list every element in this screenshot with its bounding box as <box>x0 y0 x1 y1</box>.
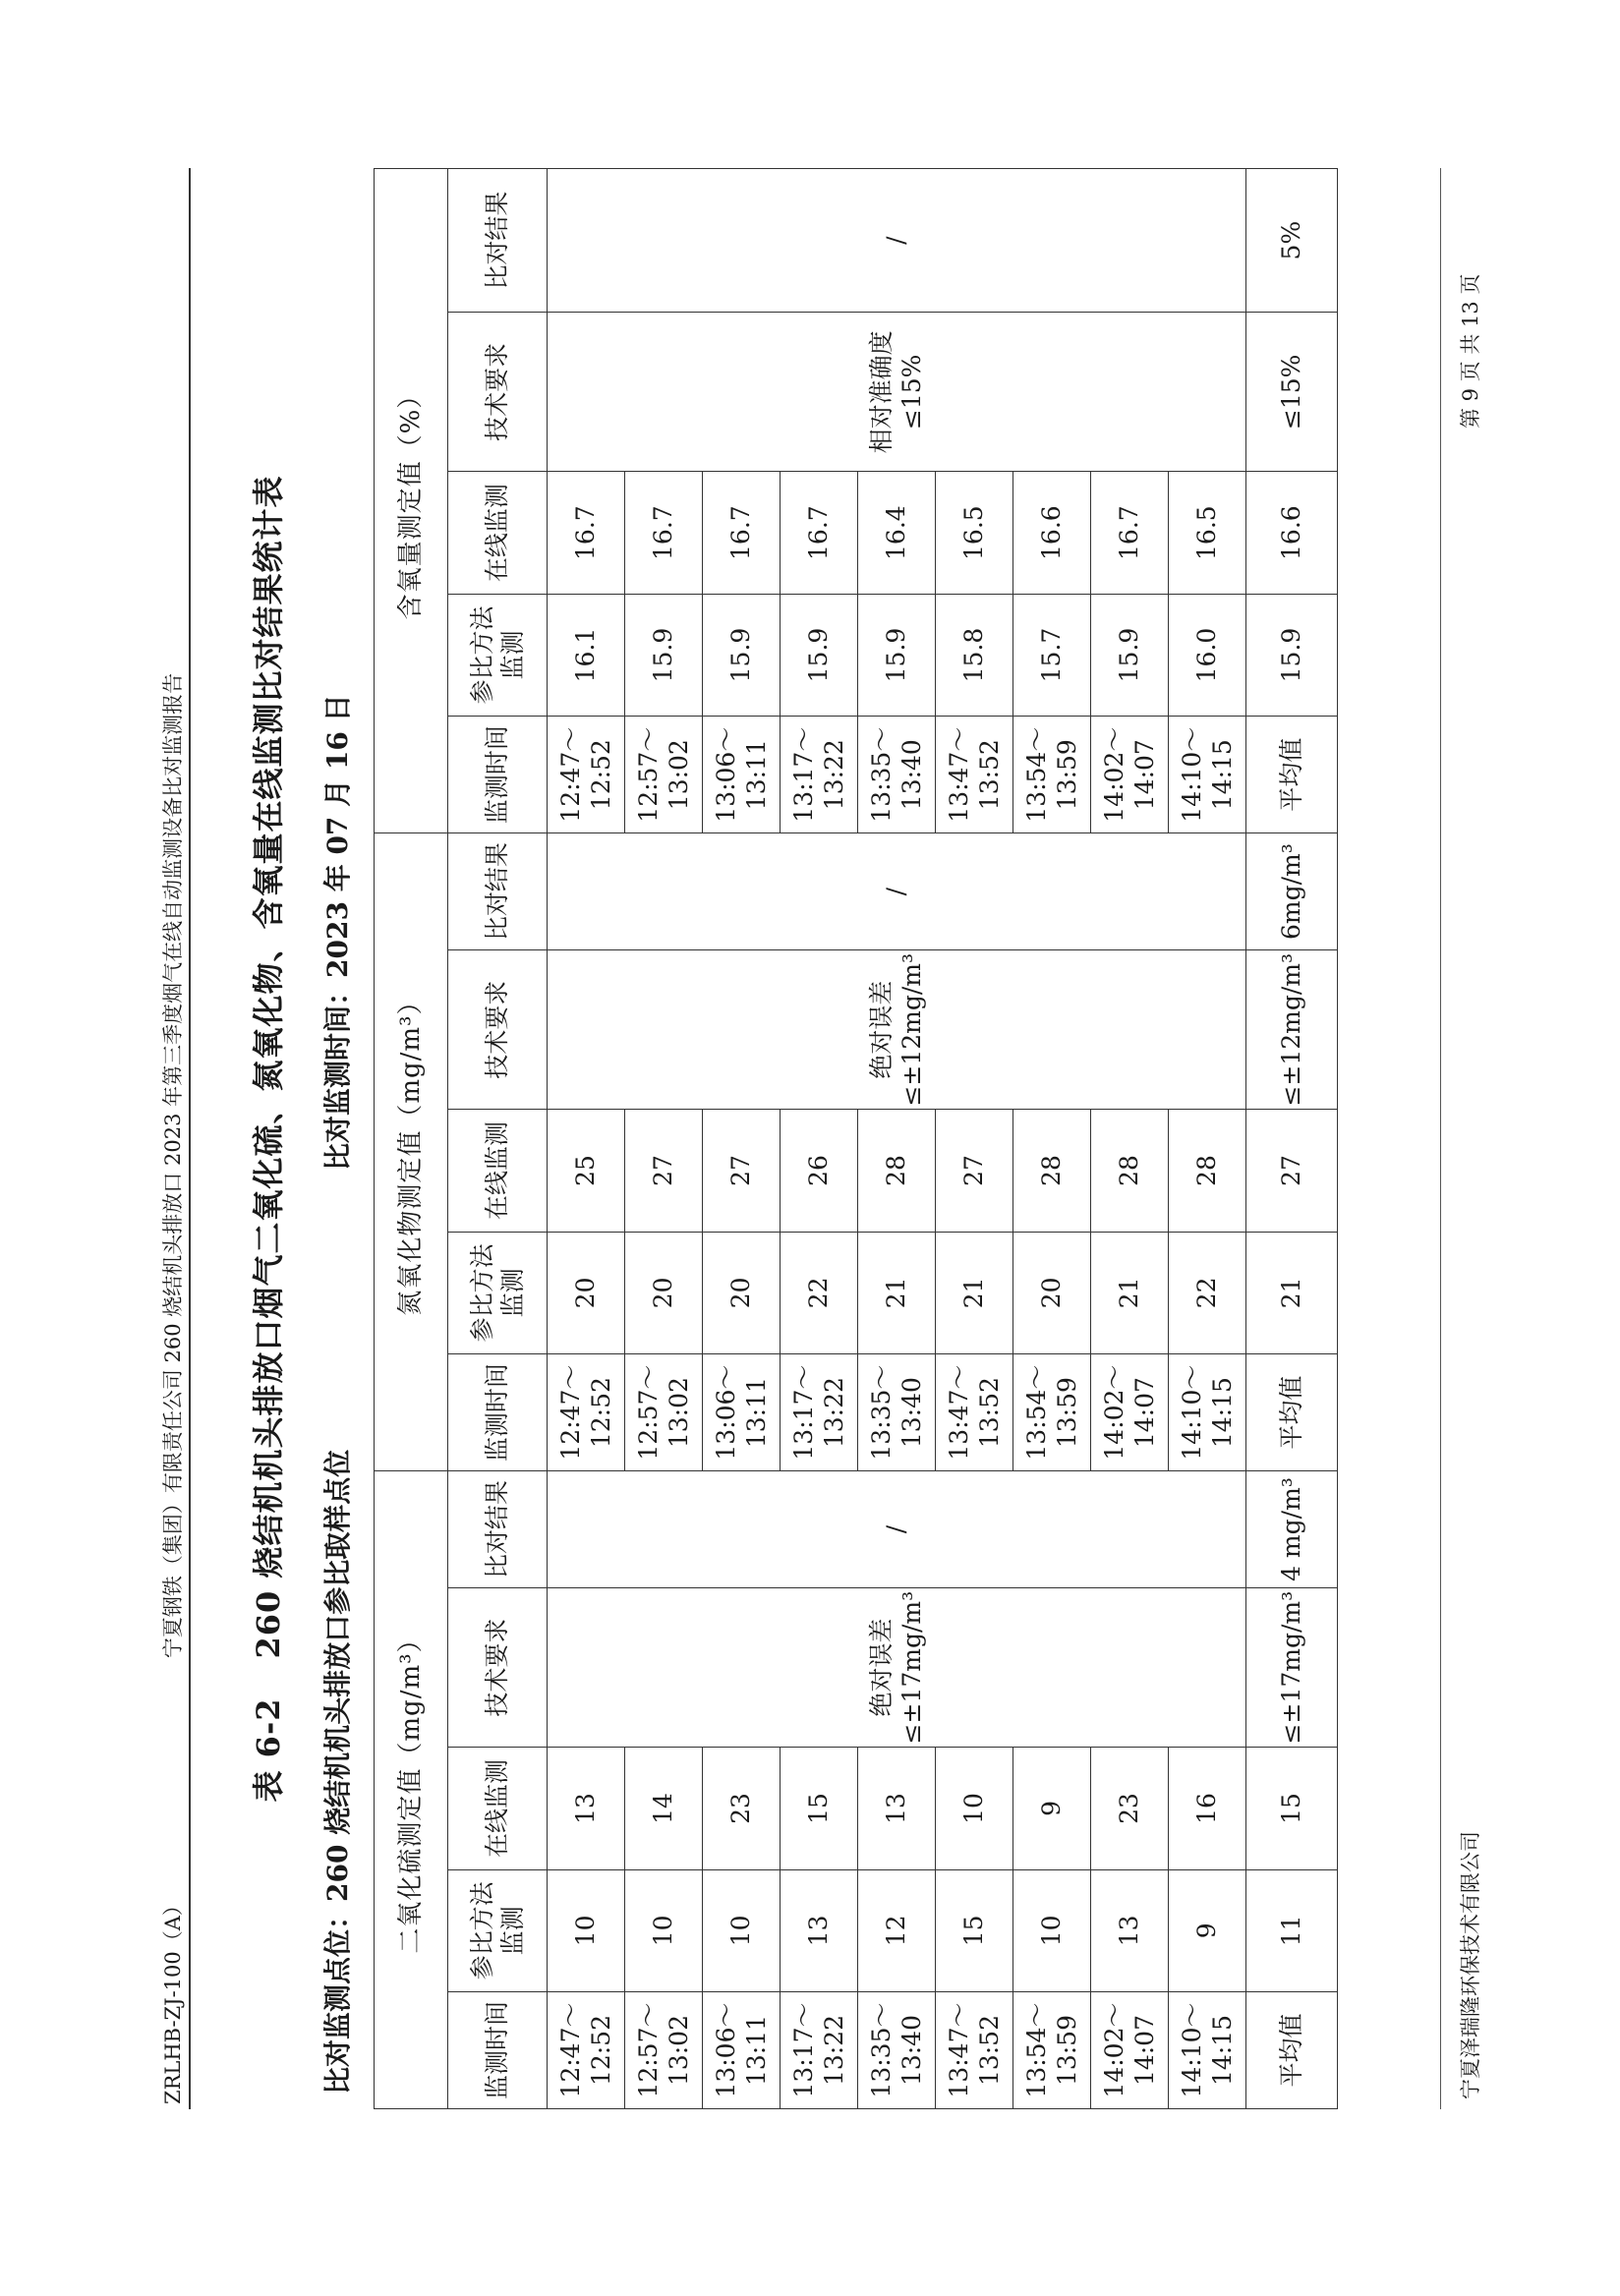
o2-average-result: 5% <box>1246 169 1338 313</box>
nox-average-req: ≤±12mg/m³ <box>1246 950 1338 1110</box>
o2-time-cell: 14:02～14:07 <box>1091 717 1169 833</box>
so2-ref-cell: 9 <box>1169 1869 1246 1991</box>
so2-online-cell: 14 <box>625 1748 703 1869</box>
o2-time-cell: 14:10～14:15 <box>1169 717 1246 833</box>
o2-online-cell: 16.7 <box>625 472 703 594</box>
nox-time-cell: 13:17～13:22 <box>781 1354 858 1471</box>
nox-ref-cell: 20 <box>548 1232 625 1353</box>
o2-requirement-cell: 相对准确度≤15% <box>548 313 1246 472</box>
o2-average-online: 16.6 <box>1246 472 1338 594</box>
so2-ref-cell: 10 <box>1013 1869 1091 1991</box>
nox-ref-cell: 22 <box>781 1232 858 1353</box>
o2-average-label: 平均值 <box>1246 717 1338 833</box>
nox-average-result: 6mg/m³ <box>1246 833 1338 950</box>
o2-online-cell: 16.7 <box>548 472 625 594</box>
so2-time-cell: 14:02～14:07 <box>1091 1992 1169 2109</box>
so2-average-result: 4 mg/m³ <box>1246 1471 1338 1588</box>
so2-average-online: 15 <box>1246 1748 1338 1869</box>
o2-online-cell: 16.7 <box>703 472 781 594</box>
header-divider <box>189 168 191 2109</box>
o2-online-cell: 16.6 <box>1013 472 1091 594</box>
so2-time-cell: 12:47～12:52 <box>548 1992 625 2109</box>
so2-time-cell: 13:17～13:22 <box>781 1992 858 2109</box>
o2-ref-cell: 15.8 <box>936 594 1013 716</box>
o2-average-req: ≤15% <box>1246 313 1338 472</box>
so2-ref-cell: 15 <box>936 1869 1013 1991</box>
o2-result-cell: / <box>548 169 1246 313</box>
so2-time-cell: 12:57～13:02 <box>625 1992 703 2109</box>
o2-col-ref: 参比方法监测 <box>448 594 548 716</box>
so2-col-online: 在线监测 <box>448 1748 548 1869</box>
nox-time-cell: 12:47～12:52 <box>548 1354 625 1471</box>
o2-ref-cell: 16.0 <box>1169 594 1246 716</box>
average-row <box>1246 169 1338 2109</box>
so2-col-time: 监测时间 <box>448 1992 548 2109</box>
o2-col-online: 在线监测 <box>448 472 548 594</box>
so2-average-label: 平均值 <box>1246 1992 1338 2109</box>
so2-col-req: 技术要求 <box>448 1588 548 1748</box>
nox-requirement-cell: 绝对误差≤±12mg/m³ <box>548 950 1246 1110</box>
table-title-text: 260 烧结机机头排放口烟气二氧化硫、氮氧化物、含氧量在线监测比对结果统计表 <box>250 475 287 1659</box>
o2-time-cell: 12:47～12:52 <box>548 717 625 833</box>
so2-requirement-cell: 绝对误差≤±17mg/m³ <box>548 1588 1246 1748</box>
so2-online-cell: 13 <box>858 1748 936 1869</box>
nox-ref-cell: 20 <box>1013 1232 1091 1353</box>
nox-ref-cell: 20 <box>703 1232 781 1353</box>
o2-ref-cell: 15.7 <box>1013 594 1091 716</box>
monitoring-site <box>317 1450 356 2095</box>
nox-average-ref: 21 <box>1246 1232 1338 1353</box>
nox-col-req: 技术要求 <box>448 950 548 1110</box>
so2-time-cell: 13:35～13:40 <box>858 1992 936 2109</box>
nox-time-cell: 14:10～14:15 <box>1169 1354 1246 1471</box>
nox-online-cell: 25 <box>548 1110 625 1232</box>
so2-ref-cell: 10 <box>625 1869 703 1991</box>
so2-time-cell: 13:06～13:11 <box>703 1992 781 2109</box>
nox-online-cell: 26 <box>781 1110 858 1232</box>
footer-page-number: 第 9 页 共 13 页 <box>1459 273 1482 429</box>
so2-online-cell: 23 <box>1091 1748 1169 1869</box>
o2-ref-cell: 15.9 <box>625 594 703 716</box>
nox-time-cell: 12:57～13:02 <box>625 1354 703 1471</box>
nox-col-result: 比对结果 <box>448 833 548 950</box>
nox-time-cell: 13:35～13:40 <box>858 1354 936 1471</box>
nox-time-cell: 14:02～14:07 <box>1091 1354 1169 1471</box>
date-value: 2023 年 07 月 16 日 <box>321 694 354 978</box>
date-label: 比对监测时间： <box>321 977 354 1171</box>
o2-ref-cell: 15.9 <box>781 594 858 716</box>
nox-col-time: 监测时间 <box>448 1354 548 1471</box>
nox-col-ref: 参比方法监测 <box>448 1232 548 1353</box>
so2-average-req: ≤±17mg/m³ <box>1246 1588 1338 1748</box>
o2-time-cell: 13:35～13:40 <box>858 717 936 833</box>
table-number: 表 6-2 <box>250 1697 287 1803</box>
report-header-title: 宁夏钢铁（集团）有限责任公司 260 烧结机头排放口 2023 年第三季度烟气在线自动监测设备比对监测报告 <box>161 672 185 1659</box>
so2-ref-cell: 13 <box>781 1869 858 1991</box>
o2-online-cell: 16.5 <box>936 472 1013 594</box>
so2-result-cell: / <box>548 1471 1246 1588</box>
nox-ref-cell: 21 <box>936 1232 1013 1353</box>
nox-ref-cell: 20 <box>625 1232 703 1353</box>
so2-online-cell: 13 <box>548 1748 625 1869</box>
so2-ref-cell: 10 <box>703 1869 781 1991</box>
nox-time-cell: 13:06～13:11 <box>703 1354 781 1471</box>
o2-ref-cell: 16.1 <box>548 594 625 716</box>
o2-online-cell: 16.7 <box>781 472 858 594</box>
nox-online-cell: 27 <box>625 1110 703 1232</box>
so2-ref-cell: 12 <box>858 1869 936 1991</box>
o2-online-cell: 16.5 <box>1169 472 1246 594</box>
table-title <box>244 168 289 2109</box>
nox-ref-cell: 21 <box>858 1232 936 1353</box>
site-label: 比对监测点位： <box>321 1901 354 2095</box>
nox-online-cell: 27 <box>936 1110 1013 1232</box>
o2-ref-cell: 15.9 <box>1091 594 1169 716</box>
so2-time-cell: 13:54～13:59 <box>1013 1992 1091 2109</box>
o2-time-cell: 12:57～13:02 <box>625 717 703 833</box>
nox-online-cell: 28 <box>1091 1110 1169 1232</box>
nox-time-cell: 13:54～13:59 <box>1013 1354 1091 1471</box>
nox-online-cell: 27 <box>703 1110 781 1232</box>
document-code: ZRLHB-ZJ-100（A） <box>161 1895 185 2104</box>
o2-average-ref: 15.9 <box>1246 594 1338 716</box>
o2-time-cell: 13:17～13:22 <box>781 717 858 833</box>
so2-online-cell: 23 <box>703 1748 781 1869</box>
o2-ref-cell: 15.9 <box>703 594 781 716</box>
nox-result-cell: / <box>548 833 1246 950</box>
o2-time-cell: 13:06～13:11 <box>703 717 781 833</box>
so2-online-cell: 10 <box>936 1748 1013 1869</box>
so2-ref-cell: 13 <box>1091 1869 1169 1991</box>
o2-time-cell: 13:47～13:52 <box>936 717 1013 833</box>
nox-average-label: 平均值 <box>1246 1354 1338 1471</box>
o2-ref-cell: 15.9 <box>858 594 936 716</box>
o2-col-req: 技术要求 <box>448 313 548 472</box>
so2-online-cell: 9 <box>1013 1748 1091 1869</box>
nox-online-cell: 28 <box>1169 1110 1246 1232</box>
nox-average-online: 27 <box>1246 1110 1338 1232</box>
monitoring-date <box>317 694 356 1171</box>
so2-average-ref: 11 <box>1246 1869 1338 1991</box>
nox-group-header: 氮氧化物测定值（mg/m³） <box>375 833 448 1471</box>
o2-col-time: 监测时间 <box>448 717 548 833</box>
table-row <box>548 169 625 2109</box>
so2-time-cell: 13:47～13:52 <box>936 1992 1013 2109</box>
site-value: 260 烧结机机头排放口参比取样点位 <box>321 1449 354 1902</box>
o2-time-cell: 13:54～13:59 <box>1013 717 1091 833</box>
nox-ref-cell: 21 <box>1091 1232 1169 1353</box>
nox-online-cell: 28 <box>858 1110 936 1232</box>
o2-online-cell: 16.4 <box>858 472 936 594</box>
so2-online-cell: 15 <box>781 1748 858 1869</box>
nox-time-cell: 13:47～13:52 <box>936 1354 1013 1471</box>
comparison-table <box>374 168 1338 2109</box>
so2-ref-cell: 10 <box>548 1869 625 1991</box>
so2-col-result: 比对结果 <box>448 1471 548 1588</box>
so2-online-cell: 16 <box>1169 1748 1246 1869</box>
footer-company: 宁夏泽瑞隆环保技术有限公司 <box>1459 1831 1482 2099</box>
o2-group-header: 含氧量测定值（%） <box>375 169 448 833</box>
nox-ref-cell: 22 <box>1169 1232 1246 1353</box>
so2-time-cell: 14:10～14:15 <box>1169 1992 1246 2109</box>
column-header-row <box>448 169 548 2109</box>
o2-col-result: 比对结果 <box>448 169 548 313</box>
nox-col-online: 在线监测 <box>448 1110 548 1232</box>
nox-online-cell: 28 <box>1013 1110 1091 1232</box>
so2-col-ref: 参比方法监测 <box>448 1869 548 1991</box>
o2-online-cell: 16.7 <box>1091 472 1169 594</box>
so2-group-header: 二氧化硫测定值（mg/m³） <box>375 1471 448 2109</box>
footer-divider <box>1440 168 1441 2109</box>
